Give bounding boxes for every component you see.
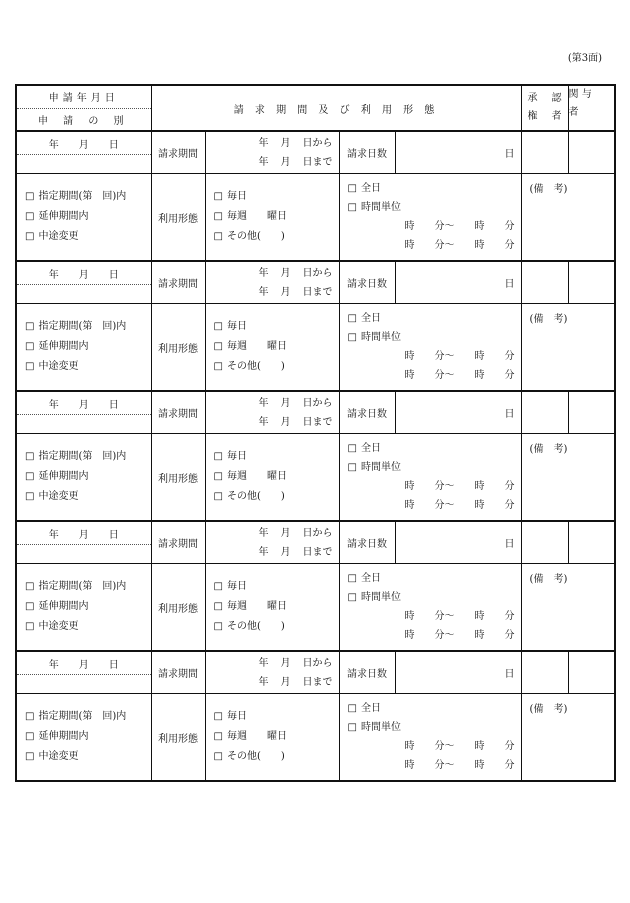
option-shitei-checkbox[interactable]: □ 指定期間(第 回)内 (25, 707, 151, 727)
allday-checkbox[interactable]: □ 全日 (348, 569, 521, 588)
days-label: 請求日数 (339, 131, 395, 174)
option-enshin-checkbox[interactable]: □ 延伸期間内 (25, 337, 151, 357)
period-label: 請求期間 (151, 651, 205, 694)
weekly-checkbox[interactable]: □ 毎週 曜日 (214, 467, 339, 487)
application-type-options (16, 694, 151, 782)
option-chuto-checkbox[interactable]: □ 中途変更 (25, 357, 151, 377)
involved-cell[interactable] (568, 521, 615, 564)
application-type-options (16, 304, 151, 392)
usage-label: 利用形態 (151, 694, 205, 782)
header-period-usage: 請 求 期 間 及 び 利 用 形 態 (151, 85, 521, 131)
option-shitei-checkbox[interactable]: □ 指定期間(第 回)内 (25, 187, 151, 207)
daily-checkbox[interactable]: □ 毎日 (214, 707, 339, 727)
involved-cell[interactable] (568, 651, 615, 694)
header-app-type: 申 請 の 別 (37, 115, 130, 127)
other-checkbox[interactable]: □ その他( ) (214, 487, 339, 507)
days-label: 請求日数 (339, 651, 395, 694)
time-range-2[interactable]: 時 分～ 時 分 (404, 370, 515, 381)
other-checkbox[interactable]: □ その他( ) (214, 747, 339, 767)
remarks-label: (備 考) (529, 704, 568, 715)
daily-checkbox[interactable]: □ 毎日 (214, 187, 339, 207)
usage-options (205, 304, 339, 392)
remarks-cell[interactable] (521, 304, 615, 392)
days-value[interactable]: 日 (395, 391, 521, 434)
time-options (339, 694, 521, 782)
other-checkbox[interactable]: □ その他( ) (214, 357, 339, 377)
option-shitei-checkbox[interactable]: □ 指定期間(第 回)内 (25, 447, 151, 467)
days-value[interactable]: 日 (395, 651, 521, 694)
option-chuto-checkbox[interactable]: □ 中途変更 (25, 747, 151, 767)
time-range-1[interactable]: 時 分～ 時 分 (404, 741, 515, 752)
weekly-checkbox[interactable]: □ 毎週 曜日 (214, 207, 339, 227)
header-app-date-type (16, 85, 151, 131)
remarks-label: (備 考) (529, 184, 568, 195)
remarks-cell[interactable] (521, 174, 615, 262)
hourly-checkbox[interactable]: □ 時間単位 (348, 328, 521, 347)
time-options (339, 304, 521, 392)
time-options (339, 434, 521, 522)
days-value[interactable]: 日 (395, 131, 521, 174)
usage-label: 利用形態 (151, 174, 205, 262)
time-options (339, 564, 521, 652)
usage-label: 利用形態 (151, 564, 205, 652)
remarks-cell[interactable] (521, 564, 615, 652)
weekly-checkbox[interactable]: □ 毎週 曜日 (214, 727, 339, 747)
approver-cell[interactable] (521, 651, 568, 694)
approver-cell[interactable] (521, 521, 568, 564)
option-enshin-checkbox[interactable]: □ 延伸期間内 (25, 597, 151, 617)
period-label: 請求期間 (151, 261, 205, 304)
allday-checkbox[interactable]: □ 全日 (348, 699, 521, 718)
hourly-checkbox[interactable]: □ 時間単位 (348, 198, 521, 217)
usage-options (205, 694, 339, 782)
remarks-label: (備 考) (529, 574, 568, 585)
time-range-1[interactable]: 時 分～ 時 分 (404, 351, 515, 362)
time-range-1[interactable]: 時 分～ 時 分 (404, 481, 515, 492)
hourly-checkbox[interactable]: □ 時間単位 (348, 458, 521, 477)
other-checkbox[interactable]: □ その他( ) (214, 617, 339, 637)
hourly-checkbox[interactable]: □ 時間単位 (348, 718, 521, 737)
time-range-2[interactable]: 時 分～ 時 分 (404, 500, 515, 511)
period-label: 請求期間 (151, 521, 205, 564)
period-range[interactable]: 年 月 日から 年 月 日まで (205, 651, 339, 694)
days-value[interactable]: 日 (395, 521, 521, 564)
hourly-checkbox[interactable]: □ 時間単位 (348, 588, 521, 607)
daily-checkbox[interactable]: □ 毎日 (214, 577, 339, 597)
application-date-cell[interactable]: 年 月 日 (16, 651, 151, 694)
time-options (339, 174, 521, 262)
period-range[interactable]: 年 月 日から 年 月 日まで (205, 131, 339, 174)
option-shitei-checkbox[interactable]: □ 指定期間(第 回)内 (25, 317, 151, 337)
option-enshin-checkbox[interactable]: □ 延伸期間内 (25, 467, 151, 487)
daily-checkbox[interactable]: □ 毎日 (214, 317, 339, 337)
time-range-1[interactable]: 時 分～ 時 分 (404, 221, 515, 232)
application-type-options (16, 174, 151, 262)
involved-cell[interactable] (568, 391, 615, 434)
involved-cell[interactable] (568, 131, 615, 174)
header-app-date: 申請年月日 (17, 86, 151, 109)
header-approver: 承 認 権 者 (521, 85, 568, 131)
request-form (15, 84, 616, 782)
other-checkbox[interactable]: □ その他( ) (214, 227, 339, 247)
approver-cell[interactable] (521, 391, 568, 434)
daily-checkbox[interactable]: □ 毎日 (214, 447, 339, 467)
time-range-2[interactable]: 時 分～ 時 分 (404, 240, 515, 251)
application-date-cell[interactable]: 年 月 日 (16, 261, 151, 304)
allday-checkbox[interactable]: □ 全日 (348, 309, 521, 328)
usage-options (205, 564, 339, 652)
period-label: 請求期間 (151, 131, 205, 174)
usage-options (205, 174, 339, 262)
approver-cell[interactable] (521, 131, 568, 174)
weekly-checkbox[interactable]: □ 毎週 曜日 (214, 597, 339, 617)
days-value[interactable]: 日 (395, 261, 521, 304)
period-label: 請求期間 (151, 391, 205, 434)
days-label: 請求日数 (339, 521, 395, 564)
application-date-cell[interactable]: 年 月 日 (16, 521, 151, 564)
involved-cell[interactable] (568, 261, 615, 304)
usage-options (205, 434, 339, 522)
option-enshin-checkbox[interactable]: □ 延伸期間内 (25, 207, 151, 227)
option-shitei-checkbox[interactable]: □ 指定期間(第 回)内 (25, 577, 151, 597)
time-range-2[interactable]: 時 分～ 時 分 (404, 630, 515, 641)
remarks-cell[interactable] (521, 694, 615, 782)
option-enshin-checkbox[interactable]: □ 延伸期間内 (25, 727, 151, 747)
period-range[interactable]: 年 月 日から 年 月 日まで (205, 521, 339, 564)
allday-checkbox[interactable]: □ 全日 (348, 179, 521, 198)
period-range[interactable]: 年 月 日から 年 月 日まで (205, 261, 339, 304)
option-chuto-checkbox[interactable]: □ 中途変更 (25, 617, 151, 637)
usage-label: 利用形態 (151, 304, 205, 392)
usage-label: 利用形態 (151, 434, 205, 522)
days-label: 請求日数 (339, 391, 395, 434)
application-date-cell[interactable]: 年 月 日 (16, 131, 151, 174)
remarks-label: (備 考) (529, 314, 568, 325)
weekly-checkbox[interactable]: □ 毎週 曜日 (214, 337, 339, 357)
time-range-2[interactable]: 時 分～ 時 分 (404, 760, 515, 771)
days-label: 請求日数 (339, 261, 395, 304)
option-chuto-checkbox[interactable]: □ 中途変更 (25, 487, 151, 507)
header-involved: 関 与 者 (568, 85, 615, 131)
application-date-cell[interactable]: 年 月 日 (16, 391, 151, 434)
time-range-1[interactable]: 時 分～ 時 分 (404, 611, 515, 622)
remarks-cell[interactable] (521, 434, 615, 522)
approver-cell[interactable] (521, 261, 568, 304)
application-type-options (16, 434, 151, 522)
option-chuto-checkbox[interactable]: □ 中途変更 (25, 227, 151, 247)
page-label: (第3面) (567, 53, 602, 64)
allday-checkbox[interactable]: □ 全日 (348, 439, 521, 458)
remarks-label: (備 考) (529, 444, 568, 455)
application-type-options (16, 564, 151, 652)
period-range[interactable]: 年 月 日から 年 月 日まで (205, 391, 339, 434)
